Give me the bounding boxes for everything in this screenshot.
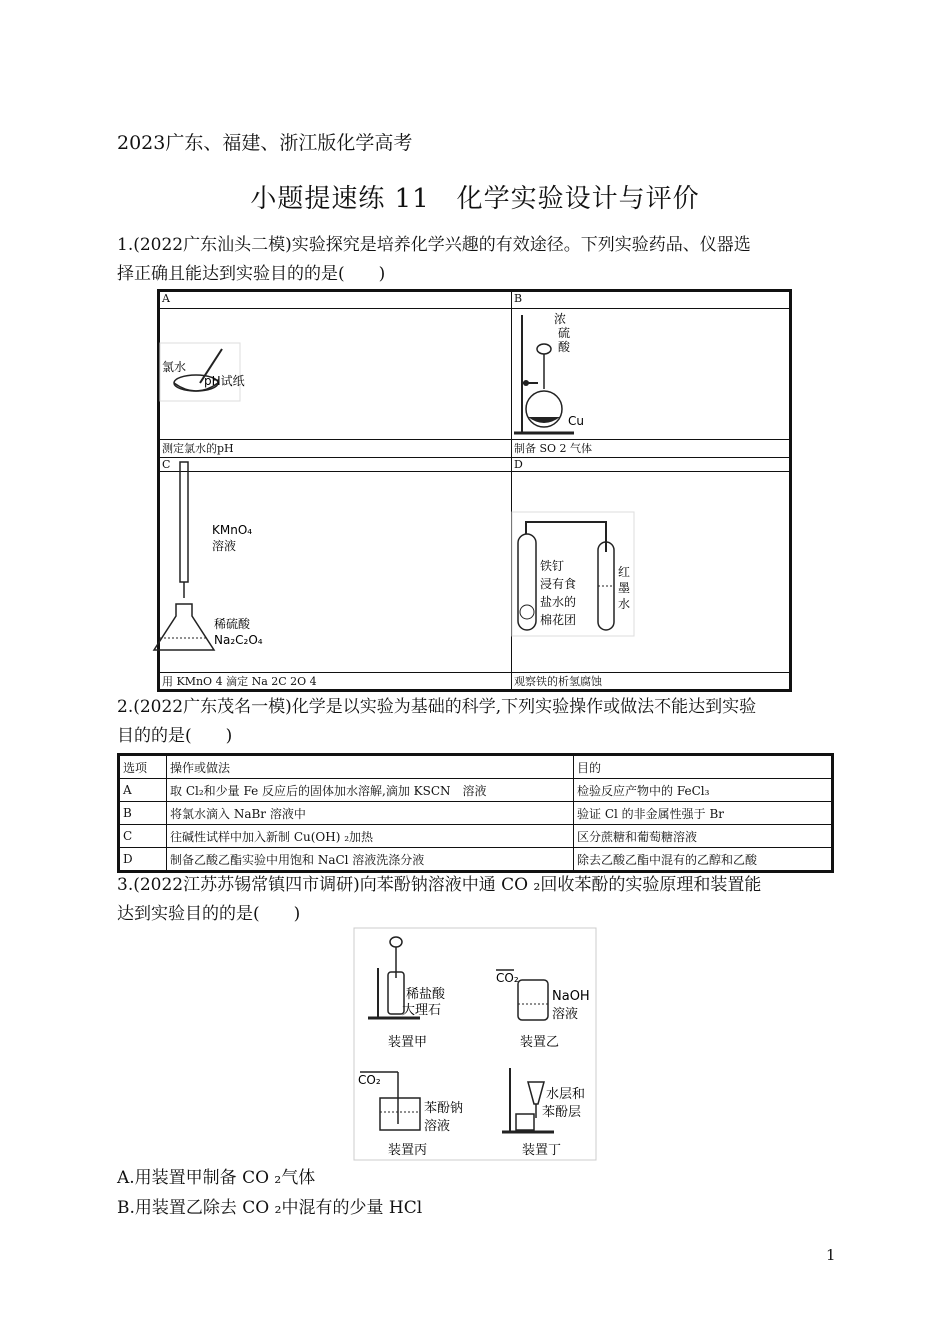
question-3-stem: 3.(2022江苏苏锡常镇四市调研)向苯酚钠溶液中通 CO ₂回收苯酚的实验原理和装置能 达到实验目的的是( ) [117, 875, 762, 924]
titration-figure [160, 458, 270, 658]
table-header-row: 选项 操作或做法 目的 [119, 755, 833, 779]
svg-text:浸有食: 浸有食 [540, 576, 577, 591]
svg-text:苯酚钠: 苯酚钠 [424, 1101, 464, 1116]
option-b-letter: B [512, 291, 791, 309]
option-d-caption: 观察铁的析氢腐蚀 [512, 672, 791, 690]
svg-text:Na₂C₂O₄: Na₂C₂O₄ [214, 632, 263, 647]
option-d-letter: D [512, 457, 791, 471]
question-2-stem: 2.(2022广东茂名一模)化学是以实验为基础的科学,下列实验操作或做法不能达到实验 目的的是( ) [117, 697, 757, 746]
svg-text:苯酚层: 苯酚层 [542, 1105, 582, 1120]
option-a-figure [159, 309, 512, 440]
svg-text:稀盐酸: 稀盐酸 [406, 987, 446, 1002]
svg-text:溶液: 溶液 [424, 1119, 451, 1134]
svg-text:装置乙: 装置乙 [520, 1035, 560, 1050]
svg-text:CO₂: CO₂ [496, 971, 519, 985]
svg-text:墨: 墨 [618, 580, 631, 595]
option-c-figure [159, 471, 512, 672]
svg-text:溶液: 溶液 [212, 538, 237, 553]
svg-text:棉花团: 棉花团 [540, 612, 577, 627]
svg-text:水层和: 水层和 [546, 1087, 586, 1102]
option-b-caption: 制备 SO 2 气体 [512, 439, 791, 457]
table-row: C 往碱性试样中加入新制 Cu(OH) ₂加热 区分蔗糖和葡萄糖溶液 [119, 825, 833, 848]
svg-text:红: 红 [618, 564, 631, 579]
question-3-option-b: B.用装置乙除去 CO ₂中混有的少量 HCl [117, 1198, 423, 1218]
svg-text:氯水: 氯水 [162, 360, 187, 375]
svg-text:装置丁: 装置丁 [522, 1143, 562, 1158]
document-header: 2023广东、福建、浙江版化学高考 [117, 132, 413, 154]
svg-text:酸: 酸 [558, 340, 571, 355]
question-2-table [117, 753, 834, 873]
option-a-letter: A [159, 291, 512, 309]
svg-text:装置甲: 装置甲 [388, 1035, 428, 1050]
question-3-option-a: A.用装置甲制备 CO ₂气体 [117, 1168, 316, 1188]
question-1-options-table [157, 289, 792, 692]
so2-generation-figure [512, 309, 592, 437]
option-c-caption: 用 KMnO 4 滴定 Na 2C 2O 4 [159, 672, 512, 690]
table-row: A 取 Cl₂和少量 Fe 反应后的固体加水溶解,滴加 KSCN 溶液 检验反应产物中的 FeCl₃ [119, 779, 833, 802]
option-b-figure [512, 309, 791, 440]
page-title: 小题提速练 11 化学实验设计与评价 [250, 184, 700, 214]
option-c-letter: C [159, 457, 512, 471]
svg-text:盐水的: 盐水的 [540, 594, 577, 609]
iron-corrosion-figure [512, 512, 634, 636]
svg-text:KMnO₄: KMnO₄ [212, 522, 253, 537]
svg-text:装置丙: 装置丙 [388, 1143, 428, 1158]
svg-text:pH试纸: pH试纸 [204, 374, 245, 389]
question-3-apparatus-figure [354, 928, 596, 1160]
table-row: D 制备乙酸乙酯实验中用饱和 NaCl 溶液洗涤分液 除去乙酸乙酯中混有的乙醇和乙酸 [119, 848, 833, 872]
table-row: B 将氯水滴入 NaBr 溶液中 验证 Cl 的非金属性强于 Br [119, 802, 833, 825]
svg-text:溶液: 溶液 [552, 1007, 579, 1022]
question-1-stem: 1.(2022广东汕头二模)实验探究是培养化学兴趣的有效途径。下列实验药品、仪器选 择正确且能达到实验目的的是( ) [117, 235, 751, 284]
svg-text:浓: 浓 [554, 312, 567, 327]
svg-text:水: 水 [618, 596, 631, 611]
chlorine-water-ph-figure [160, 343, 245, 401]
svg-text:硫: 硫 [558, 326, 571, 341]
page-number: 1 [826, 1246, 836, 1264]
svg-text:大理石: 大理石 [402, 1003, 442, 1018]
svg-text:铁钉: 铁钉 [540, 558, 565, 573]
svg-text:CO₂: CO₂ [358, 1073, 381, 1087]
svg-text:NaOH: NaOH [552, 989, 590, 1004]
option-d-figure [512, 471, 791, 672]
option-a-caption: 测定氯水的pH [159, 439, 512, 457]
svg-text:稀硫酸: 稀硫酸 [214, 616, 251, 631]
svg-text:Cu: Cu [568, 414, 584, 429]
